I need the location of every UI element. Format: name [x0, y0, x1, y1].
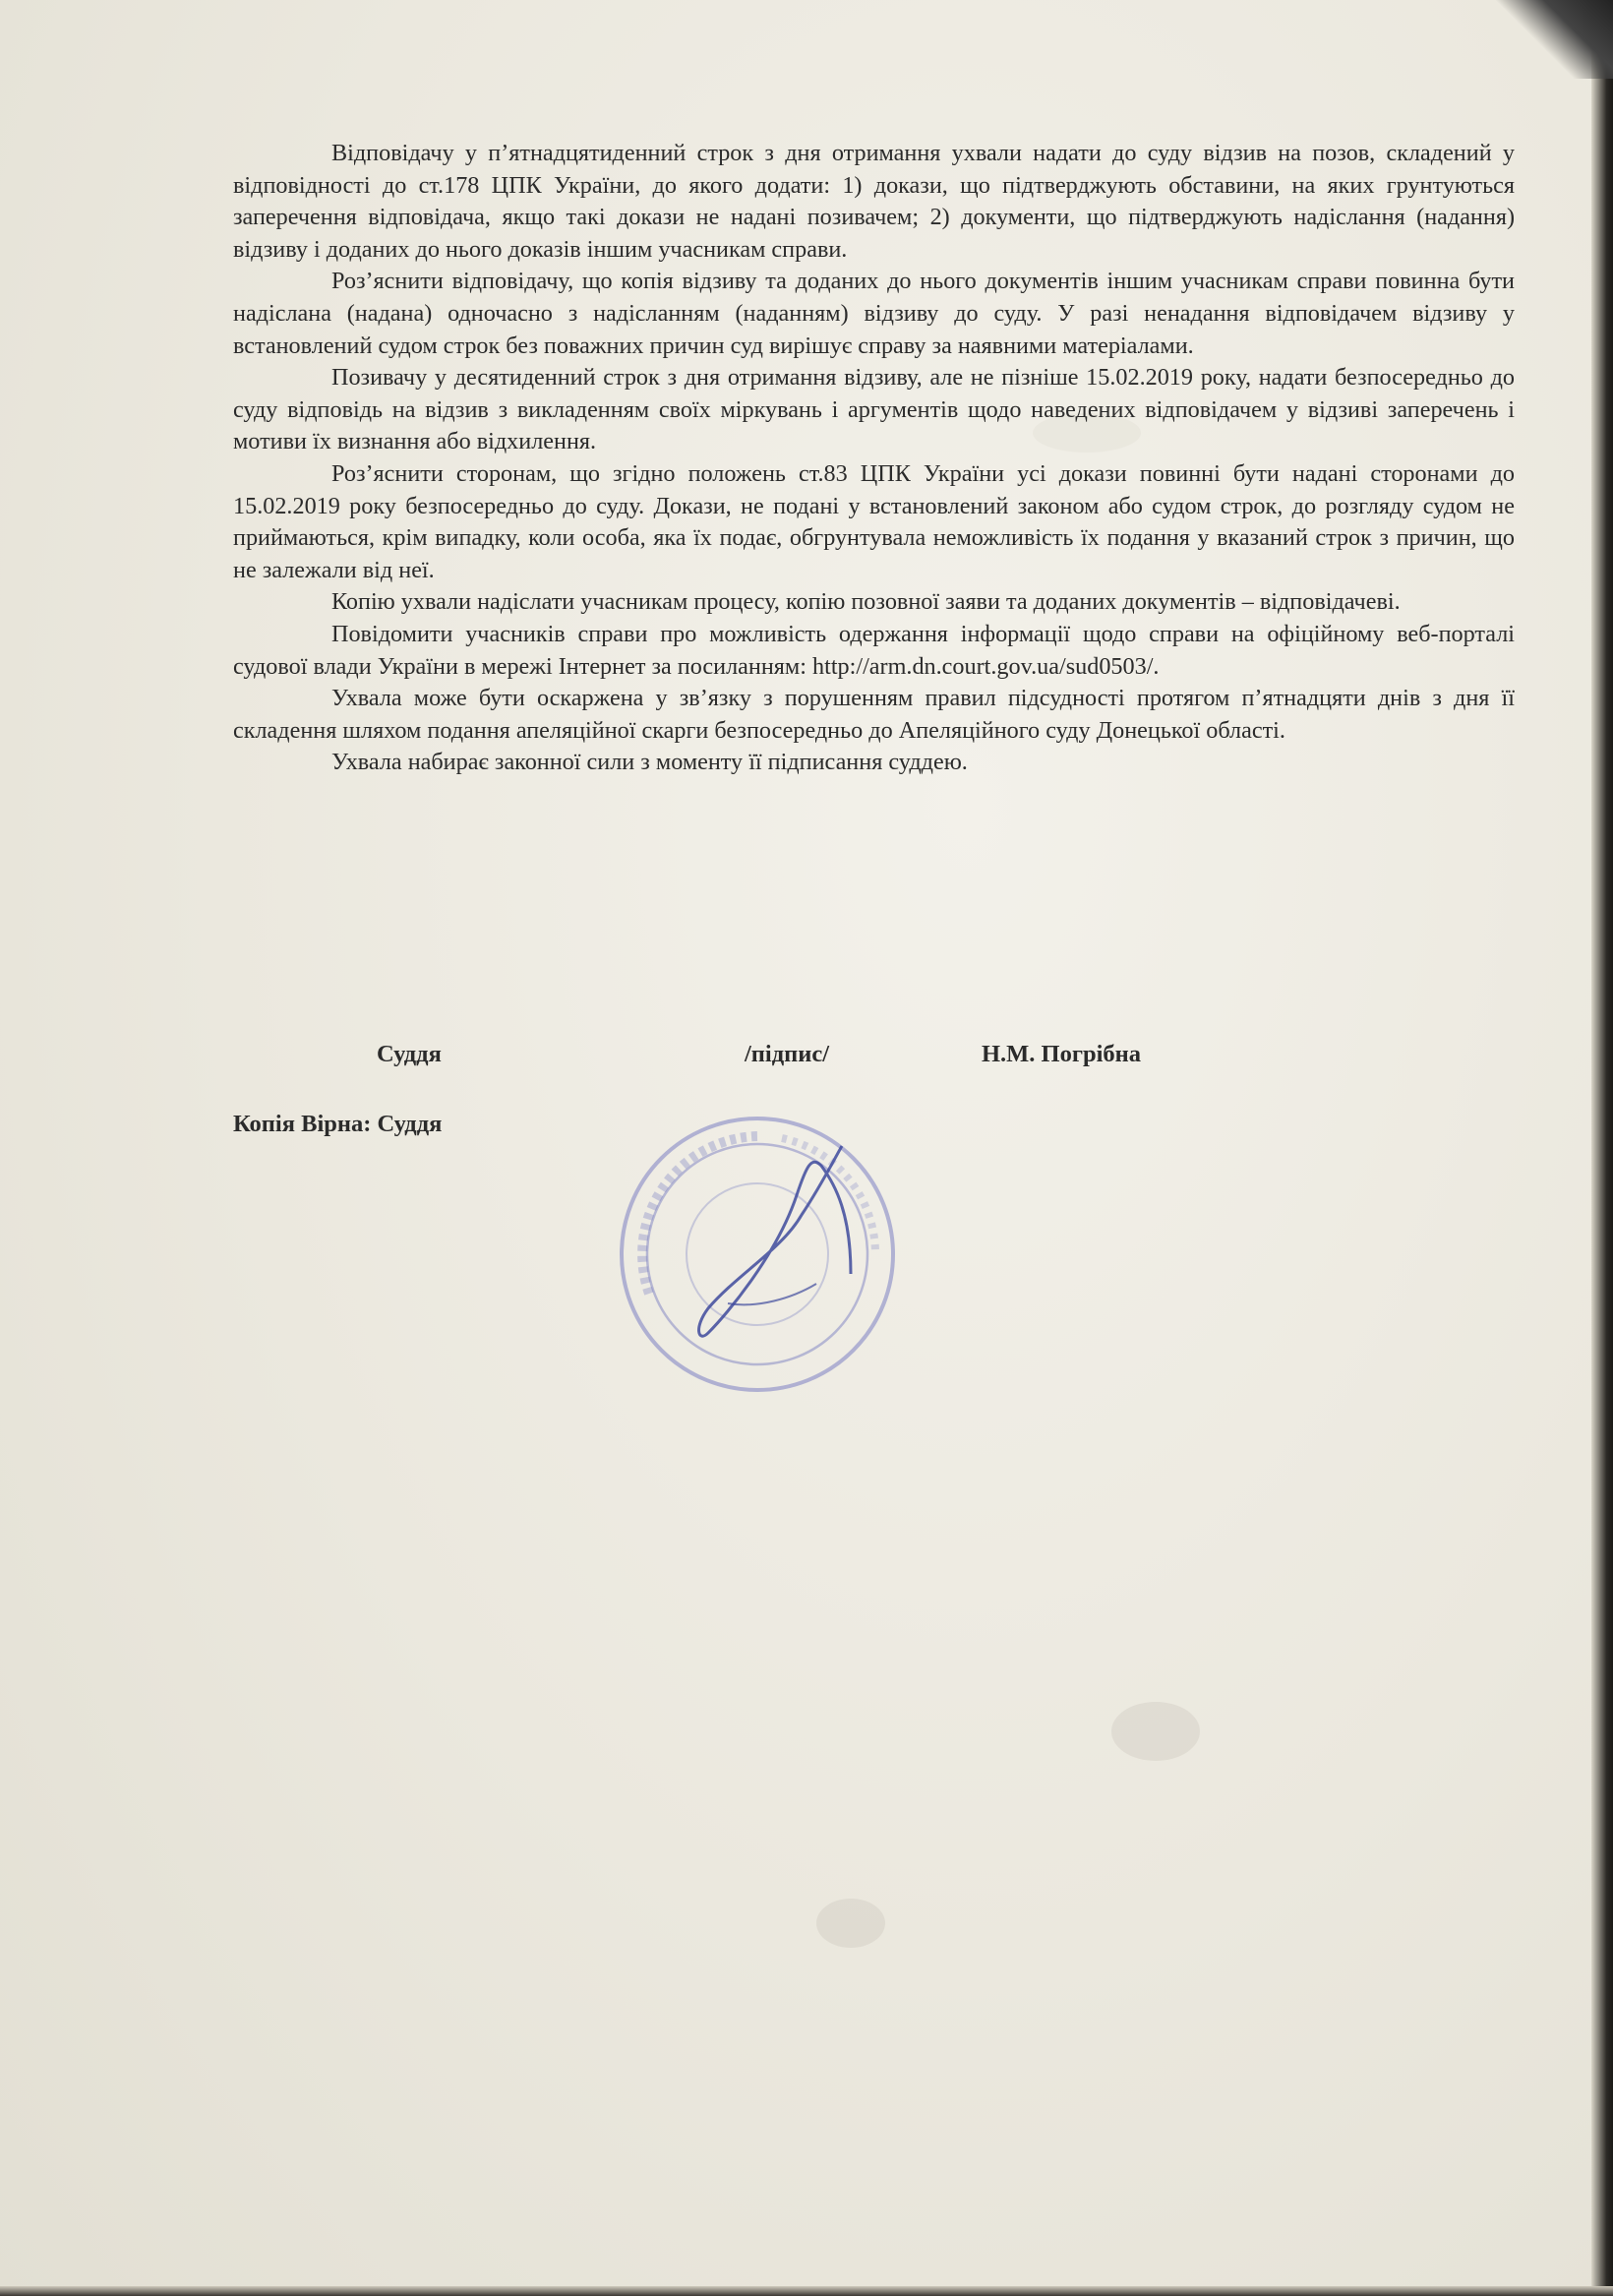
paragraph: Ухвала може бути оскаржена у зв’язку з порушенням правил підсудності протягом п’ятнадцяти днів з дня її складення шляхом подання апеляційної скарги безпосередньо до Апеляційного суду Донецької області. — [233, 685, 1515, 744]
copy-certification: Копія Вірна: Суддя — [233, 1111, 443, 1137]
scan-edge-right — [1591, 0, 1613, 2296]
scan-edge-bottom — [0, 2286, 1613, 2296]
court-stamp-image — [610, 1107, 905, 1402]
paper-smudge — [816, 1899, 885, 1948]
ruling-body — [233, 138, 1515, 779]
signature-title: Суддя — [377, 1041, 442, 1067]
paper-smudge — [1111, 1702, 1200, 1761]
signature-mark: /підпис/ — [745, 1041, 830, 1067]
paragraph: Відповідачу у п’ятнадцятиденний строк з дня отримання ухвали надати до суду відзив на позов, складений у відповідності до ст.178 ЦПК України, до якого додати: 1) докази, що підтверджують обставини, на яких грунтуються заперечення відповідача, якщо такі докази не надані позивачем; 2) документи, що підтверджують надіслання (надання) відзиву і доданих до нього доказів іншим учасникам справи. — [233, 140, 1515, 263]
judge-name: Н.М. Погрібна — [982, 1041, 1142, 1067]
paragraph: Повідомити учасників справи про можливість одержання інформації щодо справи на офіційному веб-порталі судової влади України в мережі Інтернет за посиланням: http://arm.dn.court.gov.ua/sud0503/. — [233, 620, 1515, 680]
paragraph: Роз’яснити сторонам, що згідно положень ст.83 ЦПК України усі докази повинні бути надані сторонами до 15.02.2019 року безпосередньо до суду. Докази, не подані у встановлений законом або судом строк, до розгляду судом не приймаються, крім випадку, коли особа, яка їх подає, обгрунтувала неможливість їх подання у вказаний строк з причин, що не залежали від неї. — [233, 459, 1515, 583]
paragraph: Ухвала набирає законної сили з моменту її підписання суддею. — [331, 749, 968, 776]
paragraph: Роз’яснити відповідачу, що копія відзиву та доданих до нього документів іншим учасникам справи повинна бути надіслана (надана) одночасно з надісланням (наданням) відзиву до суду. У разі ненадання відповідачем відзиву у встановлений судом строк без поважних причин суд вирішує справу за наявними матеріалами. — [233, 268, 1515, 359]
paragraph: Копію ухвали надіслати учасникам процесу, копію позовної заяви та доданих документів – відповідачеві. — [331, 588, 1401, 616]
scan-corner — [1495, 0, 1613, 79]
paragraph: Позивачу у десятиденний строк з дня отримання відзиву, але не пізніше 15.02.2019 року, надати безпосередньо до суду відповідь на відзив з викладенням своїх міркувань і аргументів щодо наведених відповідачем у відзиві заперечень і мотиви їх визнання або відхилення. — [233, 364, 1515, 455]
